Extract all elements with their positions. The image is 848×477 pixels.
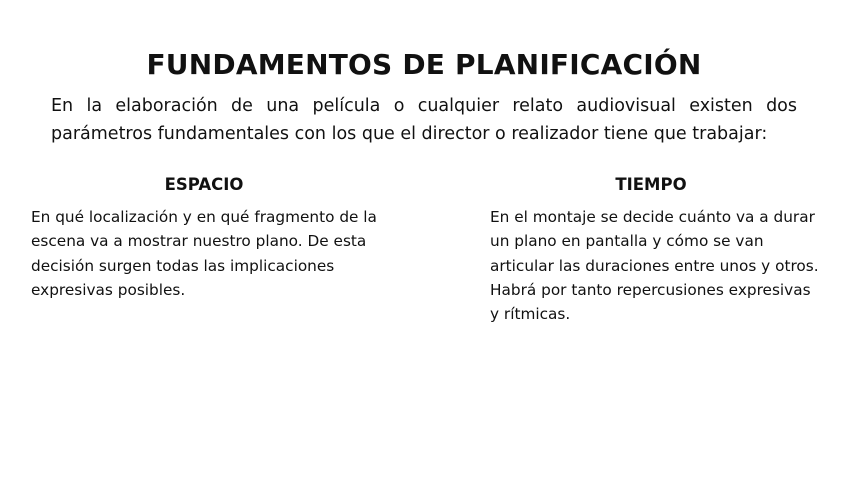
column-tiempo	[490, 173, 820, 326]
column-heading-espacio: ESPACIO	[164, 175, 244, 194]
column-espacio	[31, 173, 391, 302]
column-text-tiempo: En el montaje se decide cuánto va a durar un plano en pantalla y cómo se van articular las duraciones entre unos y otros. Habrá por tanto repercusiones expresivas y rítmicas.	[490, 208, 819, 324]
slide-title: FUNDAMENTOS DE PLANIFICACIÓN	[146, 48, 702, 81]
column-text-espacio: En qué localización y en qué fragmento de la escena va a mostrar nuestro plano. De esta decisión surgen todas las implicaciones expresivas posibles.	[31, 208, 377, 299]
intro-paragraph: En la elaboración de una película o cualquier relato audiovisual existen dos parámetros fundamentales con los que el director o realizador tiene que trabajar:	[51, 96, 797, 144]
column-heading-tiempo: TIEMPO	[615, 175, 687, 194]
